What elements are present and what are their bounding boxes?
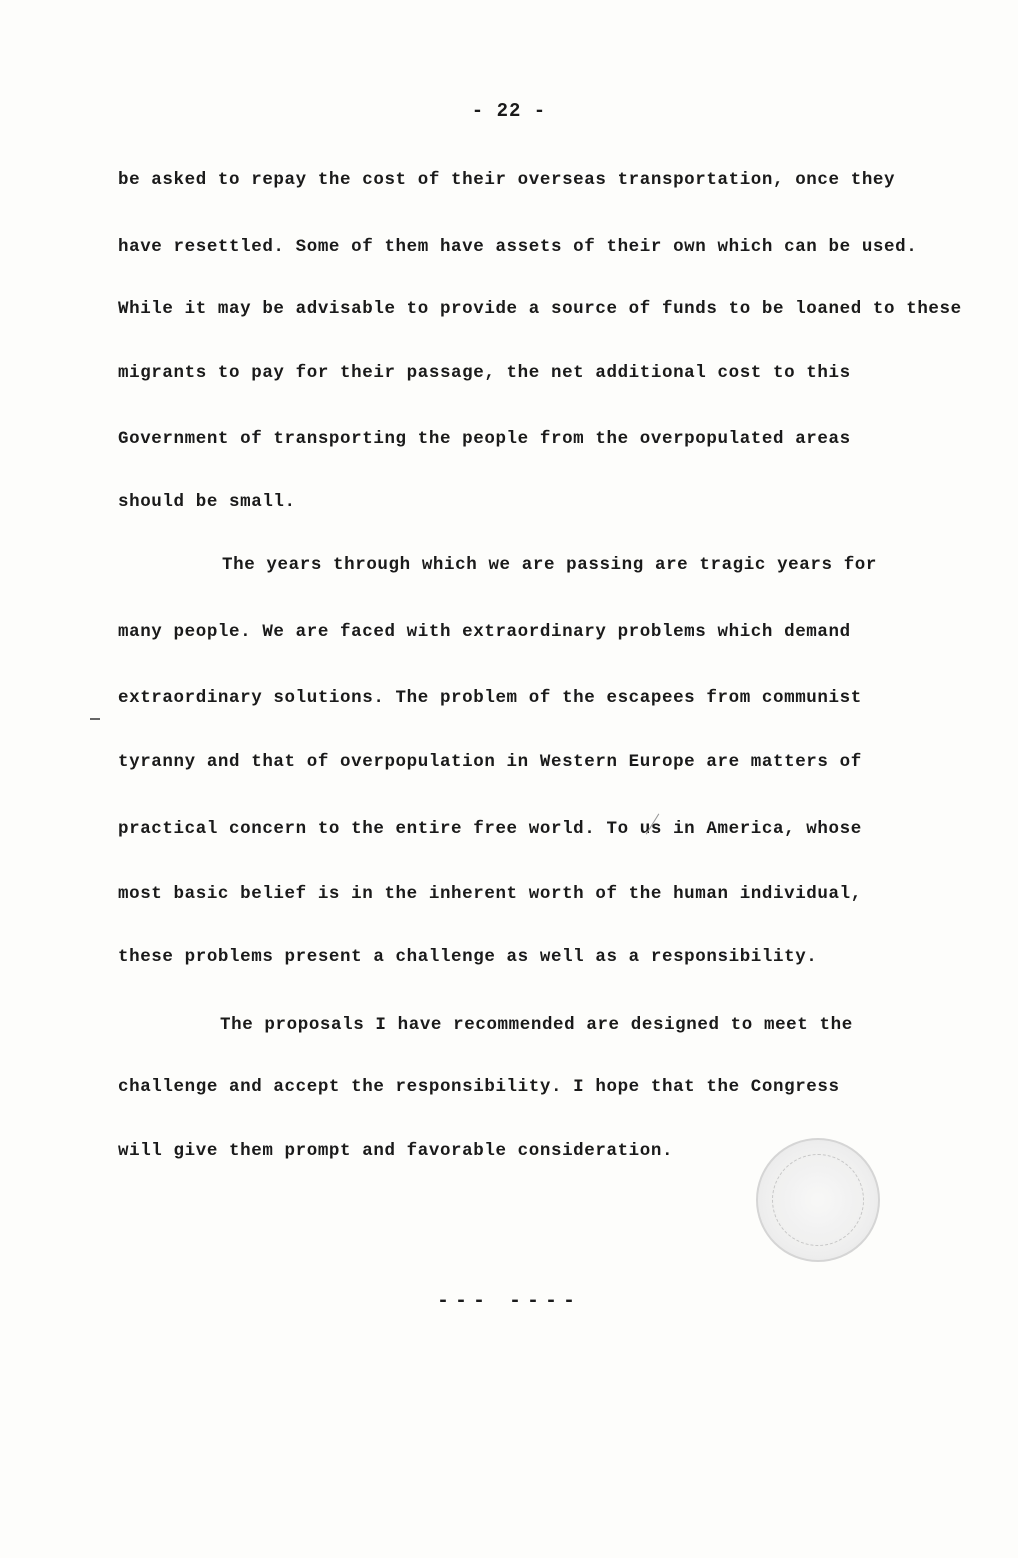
text-line: many people. We are faced with extraordinary problems which demand bbox=[118, 622, 851, 642]
archive-stamp bbox=[756, 1138, 880, 1262]
text-line: The proposals I have recommended are designed to meet the bbox=[220, 1015, 853, 1035]
text-line: extraordinary solutions. The problem of the escapees from communist bbox=[118, 688, 862, 708]
text-line: migrants to pay for their passage, the net additional cost to this bbox=[118, 363, 851, 383]
text-line: tyranny and that of overpopulation in Western Europe are matters of bbox=[118, 752, 862, 772]
end-marker: --- ---- bbox=[436, 1290, 581, 1313]
text-line: While it may be advisable to provide a source of funds to be loaned to these bbox=[118, 299, 962, 319]
text-line: most basic belief is in the inherent worth of the human individual, bbox=[118, 884, 862, 904]
text-line: challenge and accept the responsibility. I hope that the Congress bbox=[118, 1077, 840, 1097]
stamp-ring bbox=[772, 1154, 864, 1246]
text-line: these problems present a challenge as well as a responsibility. bbox=[118, 947, 818, 967]
text-line: will give them prompt and favorable consideration. bbox=[118, 1141, 674, 1161]
text-line: be asked to repay the cost of their overseas transportation, once they bbox=[118, 170, 896, 190]
text-line: Government of transporting the people from the overpopulated areas bbox=[118, 429, 851, 449]
text-line: have resettled. Some of them have assets of their own which can be used. bbox=[118, 237, 918, 257]
text-line: should be small. bbox=[118, 492, 296, 512]
page-number: - 22 - bbox=[471, 100, 547, 122]
margin-mark bbox=[90, 718, 100, 720]
text-line: The years through which we are passing are tragic years for bbox=[222, 555, 878, 575]
text-line: practical concern to the entire free world. To us in America, whose bbox=[118, 819, 862, 839]
